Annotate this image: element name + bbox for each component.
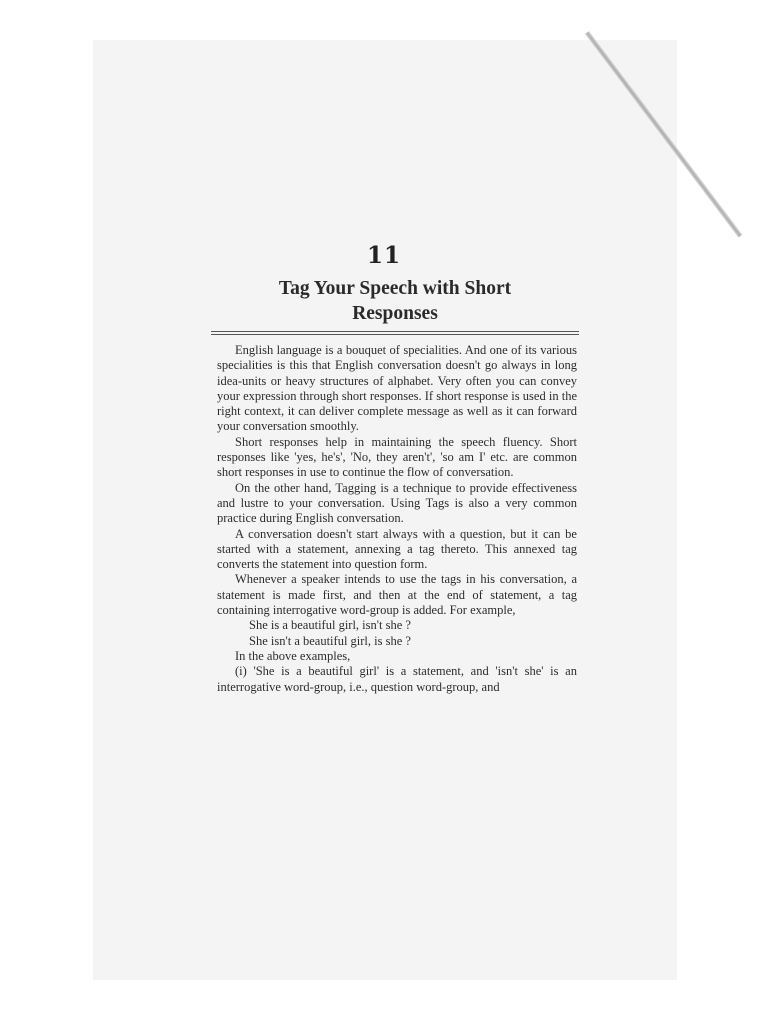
chapter-number: 11 <box>366 242 401 269</box>
example-sentence-2: She isn't a beautiful girl, is she ? <box>249 633 411 648</box>
title-rule-bottom <box>211 334 579 335</box>
paragraph-7: (i) 'She is a beautiful girl' is a statement, and 'isn't she' is an interrogative word-group, i.e., question word-group, and <box>217 664 577 694</box>
chapter-title-line-1: Tag Your Speech with Short <box>278 278 512 299</box>
paragraph-4: A conversation doesn't start always with a question, but it can be started with a statement, annexing a tag thereto. This annexed tag converts the statement into question form. <box>217 526 577 572</box>
chapter-title <box>210 276 580 326</box>
paragraph-1: English language is a bouquet of specialities. And one of its various specialities is this that English conversation doesn't go always in long idea-units or heavy structures of alphabet. Very often you can convey your expression through short responses. If short response is used in the right context, it can deliver complete message as well as it can forward your conversation smoothly. <box>217 343 577 434</box>
paragraph-3: On the other hand, Tagging is a technique to provide effectiveness and lustre to your conversation. Using Tags is also a very common practice during English conversation. <box>217 480 577 526</box>
paragraph-5: Whenever a speaker intends to use the tags in his conversation, a statement is made first, and then at the end of statement, a tag containing interrogative word-group is added. For example, <box>217 572 577 618</box>
paragraph-2: Short responses help in maintaining the speech fluency. Short responses like 'yes, he's', 'No, they aren't', 'so am I' etc. are common short responses in use to continue the flow of conversation. <box>217 434 577 480</box>
chapter-body <box>217 343 577 695</box>
chapter-title-line-2: Responses <box>352 303 438 324</box>
title-rule-top <box>211 331 579 332</box>
paragraph-6: In the above examples, <box>235 648 351 663</box>
example-sentence-1: She is a beautiful girl, isn't she ? <box>249 618 411 633</box>
